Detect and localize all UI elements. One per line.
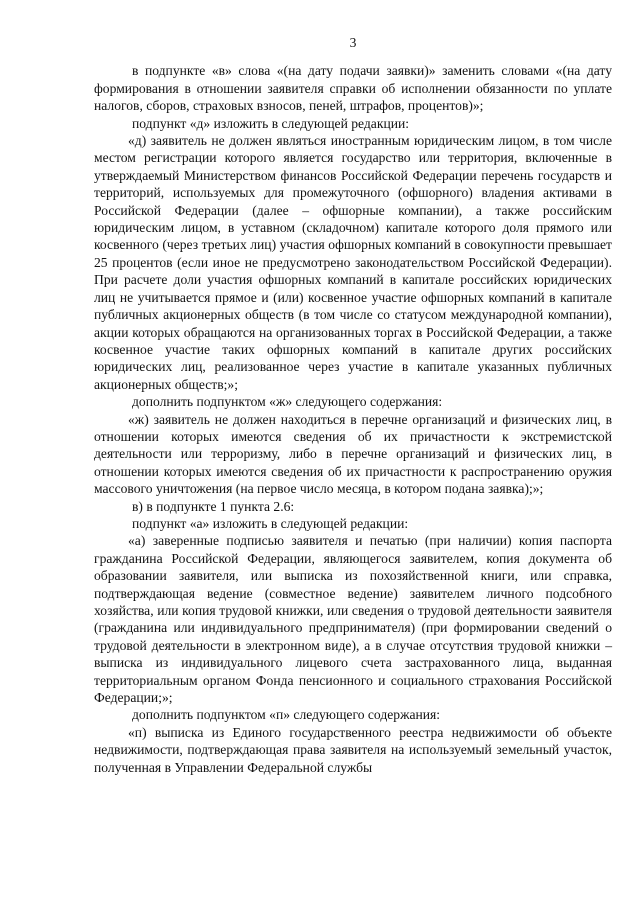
paragraph-subitem-d-text: «д) заявитель не должен являться иностранным юридическим лицом, в том числе местом регистрации которого является государство или территория, включенные в утверждаемый Министерством финансов Российской Федерации перечень государств и территорий, используемых для промежуточного (офшорного) владения активами в Российской Федерации (далее – офшорные компании), а также российским юридическим лицом, в уставном (складочном) капитале которого доля прямого или косвенного (через третьих лиц) участия офшорных компаний в совокупности превышает 25 процентов (если иное не предусмотрено законодательством Российской Федерации). При расчете доли участия офшорных компаний в капитале российских юридических лиц не учитывается прямое и (или) косвенное участие офшорных компаний в капитале публичных акционерных обществ (в том числе со статусом международной компании), акции которых обращаются на организованных торгах в Российской Федерации, а также косвенное участие таких офшорных компаний в капитале других российских юридических лиц, реализованное через участие в капитале указанных публичных акционерных обществ;»; [94, 133, 612, 392]
paragraph-subitem-p-heading: дополнить подпунктом «п» следующего содержания: [132, 707, 441, 723]
paragraph-subitem-a-text: «а) заверенные подписью заявителя и печатью (при наличии) копия паспорта гражданина Российской Федерации, являющегося заявителем, копия документа об образовании заявителя, или выписка из похозяйственной книги, или справка, подтверждающая ведение (совместное ведение) заявителем личного подсобного хозяйства, или копия трудовой книжки, или сведения о трудовой деятельности заявителя (гражданина или индивидуального предпринимателя) (при формировании сведений о трудовой деятельности в электронном виде), а в случае отсутствия трудовой книжки – выписка из индивидуального лицевого счета застрахованного лица, выданная территориальным органом Фонда пенсионного и социального страхования Российской Федерации;»; [94, 533, 612, 706]
page-number: 3 [349, 35, 357, 50]
paragraph-subitem-zh-text: «ж) заявитель не должен находиться в перечне организаций и физических лиц, в отношении которых имеются сведения об их причастности к экстремистской деятельности или терроризму, либо в перечне организаций и физических лиц, в отношении которых имеются сведения об их причастности к распространению оружия массового уничтожения (на первое число месяца, в котором подана заявка);»; [94, 411, 612, 497]
paragraph-subitem-d-heading: подпункт «д» изложить в следующей редакции: [132, 115, 410, 131]
paragraph-point-2-6: в) в подпункте 1 пункта 2.6: [132, 498, 295, 514]
document-page [94, 34, 612, 776]
paragraph-subitem-a-heading: подпункт «а» изложить в следующей редакции: [132, 515, 409, 531]
paragraph-subitem-v-replace: в подпункте «в» слова «(на дату подачи заявки)» заменить словами «(на дату формирования в отношении заявителя справки об исполнении обязанности по уплате налогов, сборов, страховых взносов, пеней, штрафов, процентов)»; [94, 63, 612, 114]
paragraph-subitem-zh-heading: дополнить подпунктом «ж» следующего содержания: [132, 394, 443, 410]
paragraph-subitem-p-text: «п) выписка из Единого государственного реестра недвижимости об объекте недвижимости, подтверждающая права заявителя на используемый земельный участок, полученная в Управлении Федеральной службы [94, 724, 612, 775]
